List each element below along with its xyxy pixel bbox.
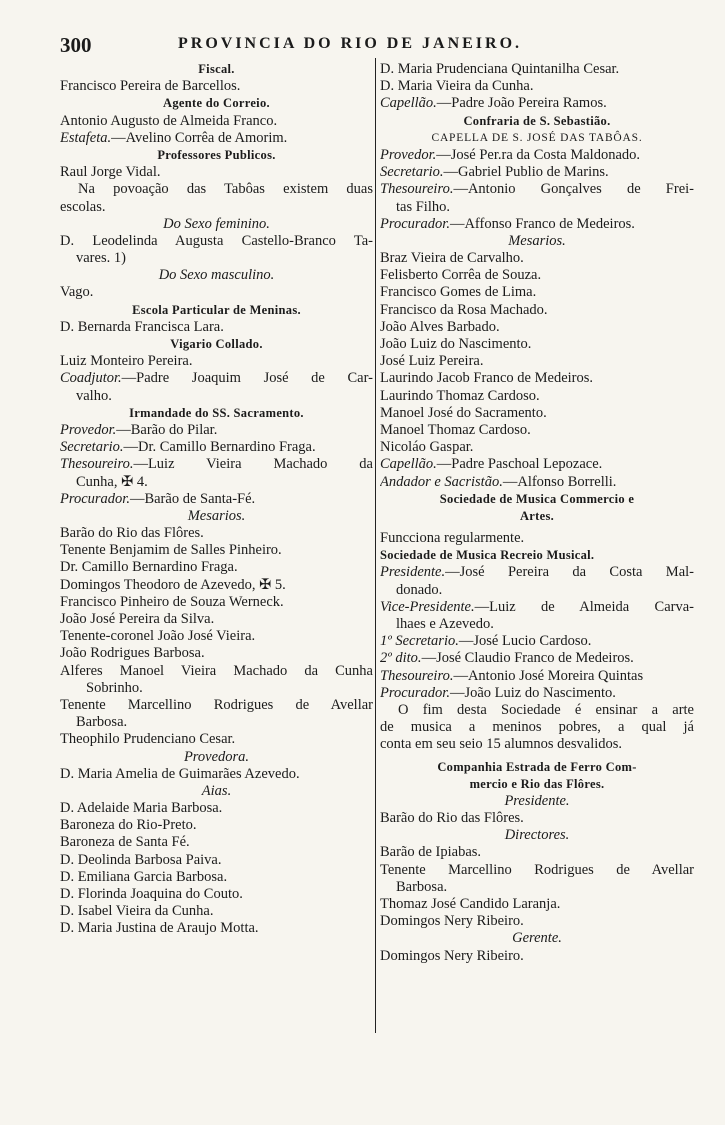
list-item: D. Maria Justina de Araujo Motta. (60, 920, 259, 937)
list-item: Baroneza do Rio-Preto. (60, 817, 197, 834)
text-line: O fim desta Sociedade é ensinar a arte (398, 701, 694, 718)
section-heading: Sociedade de Musica Recreio Musical. (380, 548, 595, 563)
text-line: Thomaz José Candido Laranja. (380, 896, 561, 912)
mesarios-list (60, 525, 373, 663)
list-item: Nicoláo Gaspar. (380, 439, 474, 456)
list-item: Manoel Thomaz Cardoso. (380, 421, 531, 438)
text-line: Luiz Monteiro Pereira. (60, 353, 193, 370)
section-heading: Confraria de S. Sebastião. (463, 113, 611, 128)
text-line: Barbosa. (396, 878, 448, 895)
left-column (60, 61, 373, 938)
subheading: Provedora. (183, 748, 250, 765)
list-item: Tenente-coronel João José Vieira. (60, 628, 256, 645)
text-line: D. Maria Amelia de Guimarães Azevedo. (60, 765, 300, 782)
text-line: Na povoação das Tabôas existem duas (78, 181, 373, 198)
section-heading: Professores Publicos. (157, 147, 276, 162)
list-item: Baroneza de Santa Fé. (60, 834, 190, 851)
list-item: D. Adelaide Maria Barbosa. (60, 800, 223, 817)
text-line: 1º Secretario.—José Lucio Cardoso. (380, 633, 592, 650)
text-line: Alferes Manoel Vieira Machado da Cunha (60, 662, 373, 679)
text-line: D. Bernarda Francisca Lara. (60, 318, 224, 335)
list-item: Domingos Theodoro de Azevedo, ✠ 5. (60, 576, 286, 593)
section-heading: Irmandade do SS. Sacramento. (129, 405, 304, 420)
aias-list (60, 800, 373, 938)
text-line: escolas. (60, 198, 106, 215)
list-item: D. Florinda Joaquina do Couto. (60, 886, 243, 902)
text-line: Francisco Pereira de Barcellos. (60, 78, 241, 95)
list-item: Braz Vieira de Carvalho. (380, 250, 524, 267)
section-heading: Fiscal. (198, 62, 235, 76)
list-item: João Luiz do Nascimento. (380, 336, 532, 352)
list-item: Manoel José do Sacramento. (380, 404, 547, 421)
text-line: Barão do Rio das Flôres. (380, 810, 524, 827)
right-column (380, 61, 694, 965)
text-line: Provedor.—Barão do Pilar. (60, 421, 218, 438)
text-line: tas Filho. (396, 198, 450, 215)
text-line: donado. (396, 581, 443, 598)
text-line: Presidente.—José Pereira da Costa Mal- (380, 564, 694, 581)
text-line: Andador e Sacristão.—Alfonso Borrelli. (380, 473, 617, 490)
text-line: Sobrinho. (86, 679, 143, 696)
list-item: João José Pereira da Silva. (60, 611, 215, 627)
list-item: João Alves Barbado. (380, 318, 500, 335)
list-item: D. Emiliana Garcia Barbosa. (60, 868, 228, 885)
text-line: Cunha, ✠ 4. (76, 473, 148, 490)
list-item: D. Maria Vieira da Cunha. (380, 78, 534, 95)
text-line: Thesoureiro.—Antonio Gonçalves de Frei- (380, 181, 694, 198)
text-line: Coadjutor.—Padre Joaquim José de Car- (60, 370, 373, 387)
text-line: Thesoureiro.—Antonio José Moreira Quintas (380, 667, 644, 684)
top-lines (380, 61, 694, 95)
text-line: Barbosa. (76, 714, 128, 731)
list-item: Tenente Benjamim de Salles Pinheiro. (60, 542, 282, 559)
list-item: D. Maria Prudenciana Quintanilha Cesar. (380, 61, 620, 77)
list-item: Francisco Gomes de Lima. (380, 284, 537, 301)
list-item: José Luiz Pereira. (380, 353, 484, 370)
text-line: conta em seu seio 15 alumnos desvalidos. (380, 736, 623, 753)
section-heading: Escola Particular de Meninas. (132, 302, 301, 317)
list-item: João Rodrigues Barbosa. (60, 645, 205, 662)
text-line: Procurador.—Affonso Franco de Medeiros. (380, 215, 635, 232)
section-heading: mercio e Rio das Flôres. (469, 776, 605, 791)
list-item: Francisco da Rosa Machado. (380, 301, 548, 318)
text-line: Domingos Nery Ribeiro. (380, 947, 524, 964)
text-line: Provedor.—José Per.ra da Costa Maldonado. (380, 146, 641, 163)
subheading: Presidente. (504, 792, 570, 809)
subheading: Mesarios. (508, 232, 566, 249)
text-line: Estafeta.—Avelino Corrêa de Amorim. (60, 129, 288, 146)
text-line: 2º dito.—José Claudio Franco de Medeiros. (380, 650, 634, 667)
text-line: lhaes e Azevedo. (396, 616, 494, 632)
text-line: Procurador.—João Luiz do Nascimento. (380, 684, 616, 701)
column-divider (375, 58, 376, 1033)
subheading: CAPELLA DE S. JOSÉ DAS TABÔAS. (431, 131, 643, 144)
page-number: 300 (60, 33, 92, 57)
text-line: Funcciona regularmente. (380, 530, 525, 547)
list-item: Barão do Rio das Flôres. (60, 525, 204, 542)
text-line: Raul Jorge Vidal. (60, 164, 161, 181)
text-line: vares. 1) (76, 250, 126, 267)
subheading: Directores. (504, 827, 570, 844)
text-line: Barão de Ipiabas. (380, 844, 482, 861)
list-item: Laurindo Jacob Franco de Medeiros. (380, 370, 594, 387)
text-line: Vice-Presidente.—Luiz de Almeida Carva- (380, 598, 694, 615)
list-item: Laurindo Thomaz Cardoso. (380, 387, 540, 404)
text-line: Tenente Marcellino Rodrigues de Avellar (60, 696, 373, 713)
list-item: Francisco Pinheiro de Souza Werneck. (60, 593, 284, 610)
text-line: Domingos Nery Ribeiro. (380, 913, 524, 930)
text-line: valho. (76, 387, 112, 404)
list-item: D. Deolinda Barbosa Paiva. (60, 851, 222, 868)
page-title: PROVINCIA DO RIO DE JANEIRO. (178, 35, 523, 52)
list-item: D. Isabel Vieira da Cunha. (60, 903, 214, 920)
text-line: Tenente Marcellino Rodrigues de Avellar (380, 861, 694, 878)
section-heading: Sociedade de Musica Commercio e (439, 491, 635, 506)
text-line: Procurador.—Barão de Santa-Fé. (60, 490, 256, 507)
section-heading: Companhia Estrada de Ferro Com- (437, 759, 637, 774)
subheading: Do Sexo feminino. (163, 215, 270, 232)
text-line: Thesoureiro.—Luiz Vieira Machado da (60, 456, 373, 473)
text-line: Secretario.—Gabriel Publio de Marins. (380, 164, 609, 181)
section-heading: Artes. (519, 508, 555, 523)
text-line: Capellão.—Padre Paschoal Lepozace. (380, 456, 603, 473)
section-heading: Vigario Collado. (170, 337, 263, 351)
text-line: Secretario.—Dr. Camillo Bernardino Fraga. (60, 439, 316, 456)
section-heading: Agente do Correio. (163, 96, 270, 111)
list-item: Dr. Camillo Bernardino Fraga. (60, 559, 238, 576)
text-line: Theophilo Prudenciano Cesar. (60, 731, 236, 748)
text-line: D. Leodelinda Augusta Castello-Branco Ta- (60, 232, 373, 249)
subheading: Gerente. (512, 930, 562, 947)
mesarios-list (380, 250, 694, 456)
subheading: Do Sexo masculino. (158, 267, 275, 284)
text-line: Vago. (60, 284, 94, 301)
text-line: Antonio Augusto de Almeida Franco. (60, 112, 278, 129)
subheading: Mesarios. (187, 507, 246, 524)
list-item: Felisberto Corrêa de Souza. (380, 267, 542, 284)
subheading: Aias. (201, 782, 232, 799)
text-line: de musica a meninos pobres, a qual já (380, 719, 694, 736)
text-line: Capellão.—Padre João Pereira Ramos. (380, 95, 607, 112)
